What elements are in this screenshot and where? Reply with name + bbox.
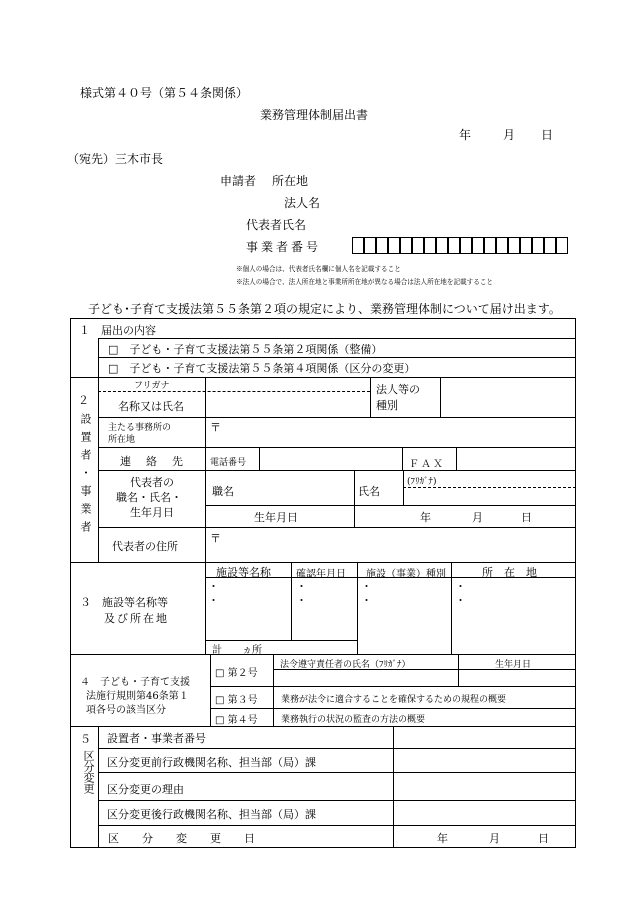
sec4-label-3: 項各号の該当区分 [86,705,166,716]
location-input[interactable] [466,580,572,650]
compliance-officer-input[interactable] [278,671,454,685]
sec5-bizno-label: 設置者・事業者番号 [107,732,206,745]
bizno-digit[interactable] [436,237,448,254]
sec1-option-category-change[interactable]: □ 子ども・子育て支援法第５５条第４項関係（区分の変更） [108,362,416,375]
applicant-corp-label: 法人名 [284,196,321,210]
bizno-digit[interactable] [388,237,400,254]
bizno-digit[interactable] [544,237,556,254]
rep-name-input[interactable] [407,489,572,503]
applicant-label: 申請者 [220,174,257,188]
header-date-year: 年 [459,128,472,142]
col-facility-type: 施設（事業）種別 [366,569,446,580]
bizno-digit[interactable] [496,237,508,254]
sec5-before-input[interactable] [398,751,572,769]
sec2-heading: 設置者・事業者 [79,413,92,539]
sec5-change-date-label: 区 分 変 更 日 [108,832,261,845]
applicant-rep-label: 代表者氏名 [246,218,307,232]
compliance-birth-input[interactable] [462,671,572,685]
sec4-option-item3[interactable]: □ 第３号 [215,695,258,706]
col-facility-name: 施設等名称 [216,566,271,579]
bizno-digit[interactable] [376,237,388,254]
compliance-birth-label: 生年月日 [495,660,532,670]
sec5-after-label: 区分変更後行政機関名称、担当部（局）課 [107,808,316,821]
sec3-label-2: 及び所在地 [104,612,169,625]
sec5-change-month: 月 [489,832,500,845]
applicant-bizno-label: 事業者番号 [246,240,322,254]
location-bullet: ・ [455,580,466,593]
fax-input[interactable] [460,450,572,468]
bizno-digit[interactable] [400,237,412,254]
sec4-label-2: 法施行規則第46条第１ [86,691,189,702]
col-location: 所 在 地 [482,566,537,579]
col-confirm-date: 確認年月日 [296,569,346,580]
sec1-option-maintenance[interactable]: □ 子ども・子育て支援法第５５条第２項関係（整備） [108,343,383,356]
intro-text: 子ども･子育て支援法第５５条第２項の規定により、業務管理体制について届け出ます。 [88,302,561,316]
bizno-digit[interactable] [424,237,436,254]
rep-label-2: 職名・氏名・ [116,491,182,504]
rep-birth-year: 年 [420,511,431,524]
rep-address-label: 代表者の住所 [112,540,178,553]
bizno-digit[interactable] [484,237,496,254]
sec4-label-1: ４ 子ども・子育て支援 [80,677,190,688]
office-address-input[interactable] [224,420,572,444]
applicant-note-2: ※法人の場合で、法人所在地と事業所所在地が異なる場合は法人所在地を記載すること [236,278,494,286]
rep-label-3: 生年月日 [130,506,174,519]
office-postal-mark: 〒 [210,421,221,434]
job-input[interactable] [238,474,350,500]
corp-type-label-2: 種別 [376,399,398,412]
sec4-option-item4[interactable]: □ 第４号 [215,715,258,726]
bizno-digit[interactable] [352,237,364,254]
tel-input[interactable] [262,450,398,468]
name-input[interactable] [210,393,366,413]
bizno-digit[interactable] [412,237,424,254]
sec4-option-item2[interactable]: □ 第２号 [215,668,258,679]
facility-name-input[interactable] [218,580,288,634]
rep-postal-mark: 〒 [210,532,221,545]
bizno-digit[interactable] [472,237,484,254]
confirm-date-input[interactable] [306,580,354,634]
sec5-number: ５ [80,733,91,746]
sec5-change-day: 日 [538,832,549,845]
confirm-date-bullet: ・ [296,594,307,607]
form-title: 業務管理体制届出書 [260,108,369,122]
bizno-digit[interactable] [520,237,532,254]
bizno-digit[interactable] [364,237,376,254]
job-label: 職名 [212,485,234,498]
bizno-digit[interactable] [508,237,520,254]
form-number: 様式第４０号（第５４条関係） [80,86,249,100]
applicant-location-label: 所在地 [272,174,309,188]
office-label-2: 所在地 [108,435,136,445]
name-label: 名称又は氏名 [118,400,184,413]
sec1-title: １ 届出の内容 [79,324,156,337]
header-date-month: 月 [503,128,516,142]
sec5-reason-label: 区分変更の理由 [107,783,184,796]
bizno-digit[interactable] [460,237,472,254]
sec5-reason-input[interactable] [398,775,572,797]
corp-type-label-1: 法人等の [376,383,420,396]
shimei-label: 氏名 [358,485,380,498]
applicant-note-1: ※個人の場合は、代表者氏名欄に個人名を記載すること [236,265,401,273]
sec5-after-input[interactable] [398,803,572,822]
fax-label: ＦＡＸ [409,459,445,470]
rep-birth-month: 月 [472,511,483,524]
sec5-before-label: 区分変更前行政機関名称、担当部（局）課 [107,756,316,769]
facility-type-bullet: ・ [361,580,372,593]
sec3-label-1: ３ 施設等名称等 [80,596,168,609]
bizno-digit[interactable] [556,237,568,254]
tel-label: 電話番号 [210,458,247,468]
corp-type-input[interactable] [444,380,572,414]
facility-type-bullet: ・ [361,594,372,607]
confirm-date-bullet: ・ [296,580,307,593]
compliance-officer-label: 法令遵守責任者の氏名（ﾌﾘｶﾞﾅ） [280,660,411,670]
header-date-day: 日 [541,128,554,142]
addressee: （宛先）三木市長 [67,152,164,166]
office-label-1: 主たる事務所の [108,423,172,433]
sec2-number: ２ [78,394,89,407]
location-bullet: ・ [455,594,466,607]
facility-total: 計 ヵ所 [212,645,262,656]
facility-name-bullet: ・ [208,594,219,607]
bizno-digit[interactable] [448,237,460,254]
rep-birth-label: 生年月日 [254,511,298,524]
sec5-bizno-input[interactable] [398,729,572,745]
rep-birth-day: 日 [521,511,532,524]
rules-summary-label: 業務が法令に適合することを確保するための規程の概要 [281,695,507,705]
facility-name-bullet: ・ [208,580,219,593]
facility-type-input[interactable] [372,580,448,650]
contact-label: 連 絡 先 [120,455,185,468]
sec5-heading: 区分変更 [82,750,95,794]
kana-label: (ﾌﾘｶﾞﾅ) [407,477,437,487]
audit-method-label: 業務執行の状況の監査の方法の概要 [281,715,426,725]
rep-address-input[interactable] [224,531,572,559]
bizno-digit[interactable] [532,237,544,254]
furigana-label: フリガナ [134,381,170,391]
rep-label-1: 代表者の [130,476,174,489]
sec5-change-year: 年 [437,832,448,845]
